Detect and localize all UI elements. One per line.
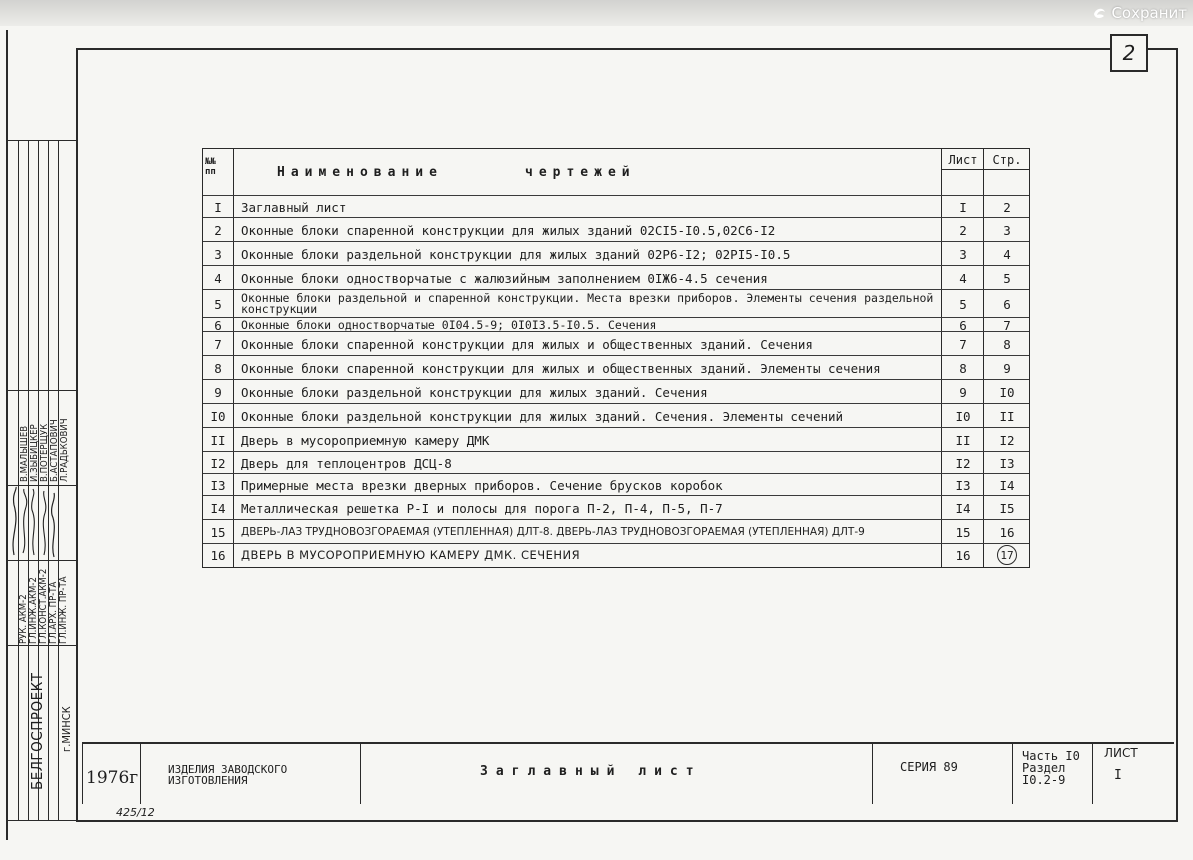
table-row (203, 241, 1029, 266)
table-row (203, 403, 1029, 428)
row-name: Дверь для теплоцентров ДСЦ-8 (241, 455, 452, 471)
archive-mark: 425/12 (116, 806, 155, 819)
side-stamp (8, 140, 76, 820)
signatures (8, 485, 76, 560)
stamp-role-2: ГЛ.ИНЖ.АКМ-2 (28, 577, 39, 644)
row-number: 8 (214, 360, 222, 376)
row-sheet: I3 (955, 477, 971, 493)
title-sheet-label: ЛИСТ (1104, 746, 1138, 760)
row-name: Оконные блоки раздельной конструкции для жилых зданий. Сечения (241, 384, 708, 400)
sheet-corner-number: 2 (1110, 34, 1148, 72)
row-page: 8 (1003, 336, 1011, 352)
row-page: 3 (1003, 222, 1011, 238)
row-name: Оконные блоки раздельной конструкции для жилых зданий. Сечения. Элементы сечений (241, 408, 844, 424)
row-name: Оконные блоки одностворчатые с жалюзийным заполнением 0IЖ6-4.5 сечения (241, 270, 768, 286)
row-page: I3 (999, 455, 1015, 471)
row-number: I2 (210, 455, 226, 471)
header-num: №№ пп (205, 157, 216, 177)
table-row (203, 379, 1029, 404)
row-number: 9 (214, 384, 222, 400)
stamp-name-4: Б.АСТАПОВИЧ (49, 419, 60, 482)
row-number: 6 (214, 318, 222, 332)
table-row (203, 427, 1029, 452)
row-sheet: 15 (955, 524, 971, 540)
row-number: 2 (214, 222, 222, 238)
title-main: Заглавный лист (480, 764, 702, 779)
table-row (203, 355, 1029, 380)
header-name-2: чертежей (525, 165, 636, 180)
stamp-name-5: Л.РАДЬКОВИЧ (59, 418, 70, 482)
row-name: Металлическая решетка Р-I и полосы для порога П-2, П-4, П-5, П-7 (241, 500, 723, 516)
title-section: I0.2-9 (1022, 773, 1066, 787)
row-sheet: 9 (959, 384, 967, 400)
title-part: Часть I0 (1022, 749, 1080, 763)
row-number: I (214, 199, 222, 215)
title-sheet: I (1114, 768, 1122, 783)
row-number: 16 (210, 547, 226, 563)
save-logo-icon (1091, 5, 1107, 21)
table-row (203, 473, 1029, 496)
row-sheet: 3 (959, 246, 967, 262)
table-row (203, 217, 1029, 242)
row-sheet: 5 (959, 296, 967, 312)
save-label: Сохранит (1111, 4, 1187, 22)
row-number: II (210, 432, 226, 448)
row-number: 5 (214, 296, 222, 312)
row-number: I3 (210, 477, 226, 493)
stamp-role-3: ГЛ.КОНСТ.АКМ-2 (38, 568, 49, 644)
title-section-label: Раздел (1022, 761, 1066, 775)
top-shade (0, 0, 1193, 26)
row-number: 15 (210, 524, 226, 540)
row-name: Оконные блоки спаренной конструкции для жилых и общественных зданий. Сечения (241, 336, 813, 352)
table-row (203, 331, 1029, 356)
header-sheet: Лист (948, 153, 978, 167)
row-sheet: II (955, 432, 971, 448)
title-block (82, 742, 1174, 804)
row-page: I0 (999, 384, 1015, 400)
row-page: II (999, 408, 1015, 424)
row-sheet: I (959, 199, 967, 215)
table-row (203, 265, 1029, 290)
save-watermark[interactable] (1091, 3, 1187, 23)
stamp-org: БЕЛГОСПРОЕКТ (28, 672, 46, 790)
row-name: Заглавный лист (241, 199, 347, 215)
table-row (203, 543, 1029, 566)
row-name: Оконные блоки спаренной конструкции для жилых зданий 02СI5-I0.5,02С6-I2 (241, 222, 776, 238)
row-page (985, 544, 1029, 566)
row-page: I5 (999, 500, 1015, 516)
table-row (203, 495, 1029, 520)
row-page: 4 (1003, 246, 1011, 262)
title-series: СЕРИЯ 89 (900, 760, 958, 774)
row-number: 3 (214, 246, 222, 262)
row-number: 7 (214, 336, 222, 352)
table-row (203, 195, 1029, 218)
stamp-name-2: И.ЗЫБИЦКЕР (29, 424, 40, 482)
row-number: I0 (210, 408, 226, 424)
header-page: Стр. (992, 153, 1022, 167)
row-name: Оконные блоки раздельной и спаренной конструкции. Места врезки приборов. Элементы сечения раздельной конструкции (241, 291, 934, 316)
row-name: ДВЕРЬ В МУСОРОПРИЕМНУЮ КАМЕРУ ДМК. СЕЧЕНИЯ (241, 547, 581, 562)
row-page: I2 (999, 432, 1015, 448)
stamp-name-1: В.МАЛЫШЕВ (19, 425, 30, 482)
title-product: ИЗДЕЛИЯ ЗАВОДСКОГО ИЗГОТОВЛЕНИЯ (168, 763, 288, 787)
table-row (203, 317, 1029, 332)
row-page: 7 (1003, 318, 1011, 332)
row-name: Оконные блоки раздельной конструкции для жилых зданий 02Р6-I2; 02РI5-I0.5 (241, 246, 791, 262)
stamp-city: г.МИНСК (60, 706, 73, 752)
header-name: Наименование (277, 165, 443, 180)
row-page: I4 (999, 477, 1015, 493)
row-sheet: 2 (959, 222, 967, 238)
row-page: 6 (1003, 296, 1011, 312)
row-sheet: I4 (955, 500, 971, 516)
contents-table (202, 148, 1030, 568)
stamp-name-3: В.ПОТЕРЩУК (39, 423, 50, 482)
row-sheet: 4 (959, 270, 967, 286)
row-number: 4 (214, 270, 222, 286)
table-row (203, 519, 1029, 544)
row-sheet: 16 (955, 547, 971, 563)
stamp-role-5: ГЛ.ИНЖ. ПР-ТА (58, 576, 69, 644)
row-page-circled: 17 (997, 545, 1017, 565)
row-name: Дверь в мусороприемную камеру ДМК (241, 432, 490, 448)
row-name: Оконные блоки одностворчатые 0I04.5-9; 0I0I3.5-I0.5. Сечения (241, 318, 657, 332)
row-name: Оконные блоки спаренной конструкции для жилых и общественных зданий. Элементы сечения (241, 360, 881, 376)
stamp-role-1: РУК. АКМ-2 (18, 594, 29, 644)
row-page: 9 (1003, 360, 1011, 376)
row-name: ДВЕРЬ-ЛАЗ ТРУДНОВОЗГОРАЕМАЯ (УТЕПЛЕННАЯ) ДЛТ-8. ДВЕРЬ-ЛАЗ ТРУДНОВОЗГОРАЕМАЯ (УТЕПЛЕННАЯ) ДЛТ-9 (241, 525, 865, 538)
table-row (203, 289, 1029, 318)
table-row (203, 451, 1029, 474)
row-sheet: I2 (955, 455, 971, 471)
title-year: 1976г (86, 768, 139, 788)
row-page: 5 (1003, 270, 1011, 286)
row-number: I4 (210, 500, 226, 516)
row-name: Примерные места врезки дверных приборов. Сечение брусков коробок (241, 477, 723, 493)
row-sheet: 8 (959, 360, 967, 376)
row-page: 2 (1003, 199, 1011, 215)
row-sheet: 6 (959, 318, 967, 332)
stamp-role-4: ГЛ.АРХ. ПР-ТА (48, 581, 59, 644)
row-page: 16 (999, 524, 1015, 540)
row-sheet: 7 (959, 336, 967, 352)
row-sheet: I0 (955, 408, 971, 424)
